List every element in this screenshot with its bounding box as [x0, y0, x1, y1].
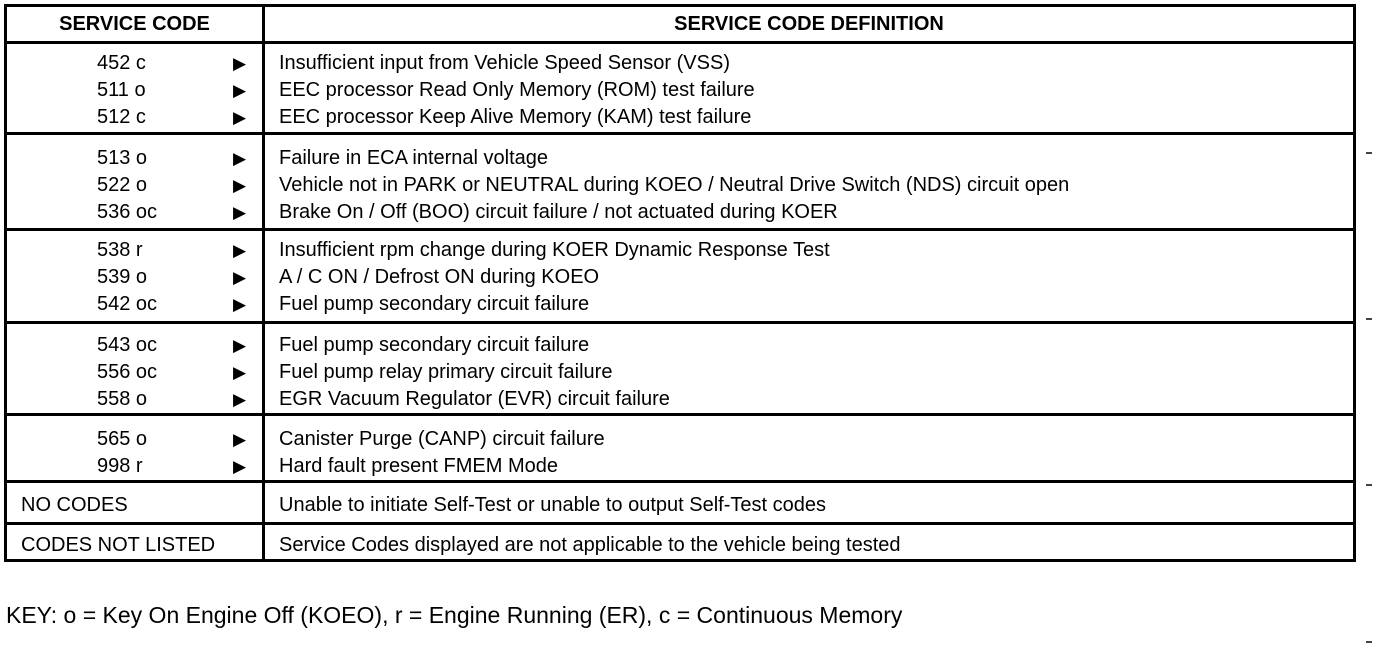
- service-code: 522 o: [97, 174, 148, 196]
- margin-tick: [1366, 484, 1372, 486]
- service-code: 512 c: [97, 106, 146, 128]
- arrow-icon: ▶: [233, 241, 247, 260]
- special-code: CODES NOT LISTED: [21, 534, 216, 556]
- code-definition: Insufficient input from Vehicle Speed Sensor (VSS): [279, 52, 730, 74]
- arrow-icon: ▶: [233, 430, 247, 449]
- row-divider: [7, 413, 1353, 416]
- row-divider: [7, 132, 1353, 135]
- arrow-icon: ▶: [233, 176, 247, 195]
- arrow-icon: ▶: [233, 149, 247, 168]
- code-definition: EGR Vacuum Regulator (EVR) circuit failure: [279, 388, 670, 410]
- service-code: 539 o: [97, 266, 148, 288]
- arrow-icon: ▶: [233, 54, 247, 73]
- arrow-icon: ▶: [233, 363, 247, 382]
- code-definition: Failure in ECA internal voltage: [279, 147, 549, 169]
- row-divider: [7, 480, 1353, 483]
- code-definition: Fuel pump relay primary circuit failure: [279, 361, 613, 383]
- code-definition: Hard fault present FMEM Mode: [279, 455, 558, 477]
- row-divider: [7, 522, 1353, 525]
- service-code: 556 oc: [97, 361, 158, 383]
- arrow-icon: ▶: [233, 390, 247, 409]
- special-code: NO CODES: [21, 494, 128, 516]
- service-code: 543 oc: [97, 334, 158, 356]
- arrow-icon: ▶: [233, 457, 247, 476]
- arrow-icon: ▶: [233, 81, 247, 100]
- special-definition: Service Codes displayed are not applicable to the vehicle being tested: [279, 534, 901, 556]
- code-definition: EEC processor Keep Alive Memory (KAM) test failure: [279, 106, 752, 128]
- service-code: 998 r: [97, 455, 143, 477]
- service-code: 558 o: [97, 388, 148, 410]
- margin-tick: [1366, 641, 1372, 643]
- special-definition: Unable to initiate Self-Test or unable to output Self-Test codes: [279, 494, 826, 516]
- header-service-code-definition: SERVICE CODE DEFINITION: [674, 12, 944, 35]
- code-definition: Brake On / Off (BOO) circuit failure / not actuated during KOER: [279, 201, 838, 223]
- key-legend: KEY: o = Key On Engine Off (KOEO), r = Engine Running (ER), c = Continuous Memory: [6, 602, 903, 628]
- arrow-icon: ▶: [233, 203, 247, 222]
- service-code: 565 o: [97, 428, 148, 450]
- margin-tick: [1366, 318, 1372, 320]
- service-code: 511 o: [97, 79, 146, 101]
- service-code-table: [4, 4, 1356, 562]
- code-definition: Vehicle not in PARK or NEUTRAL during KOEO / Neutral Drive Switch (NDS) circuit open: [279, 174, 1070, 196]
- row-divider: [7, 321, 1353, 324]
- arrow-icon: ▶: [233, 108, 247, 127]
- code-definition: Fuel pump secondary circuit failure: [279, 293, 590, 315]
- row-divider: [7, 228, 1353, 231]
- code-definition: A / C ON / Defrost ON during KOEO: [279, 266, 600, 288]
- column-divider: [262, 7, 265, 559]
- arrow-icon: ▶: [233, 268, 247, 287]
- arrow-icon: ▶: [233, 336, 247, 355]
- service-code: 452 c: [97, 52, 146, 74]
- code-definition: Insufficient rpm change during KOER Dynamic Response Test: [279, 239, 830, 261]
- service-code: 536 oc: [97, 201, 158, 223]
- header-service-code: SERVICE CODE: [59, 12, 210, 35]
- arrow-icon: ▶: [233, 295, 247, 314]
- code-definition: EEC processor Read Only Memory (ROM) test failure: [279, 79, 755, 101]
- service-code: 538 r: [97, 239, 143, 261]
- service-code: 542 oc: [97, 293, 158, 315]
- row-divider: [7, 41, 1353, 44]
- margin-tick: [1366, 152, 1372, 154]
- service-code: 513 o: [97, 147, 148, 169]
- code-definition: Canister Purge (CANP) circuit failure: [279, 428, 605, 450]
- code-definition: Fuel pump secondary circuit failure: [279, 334, 590, 356]
